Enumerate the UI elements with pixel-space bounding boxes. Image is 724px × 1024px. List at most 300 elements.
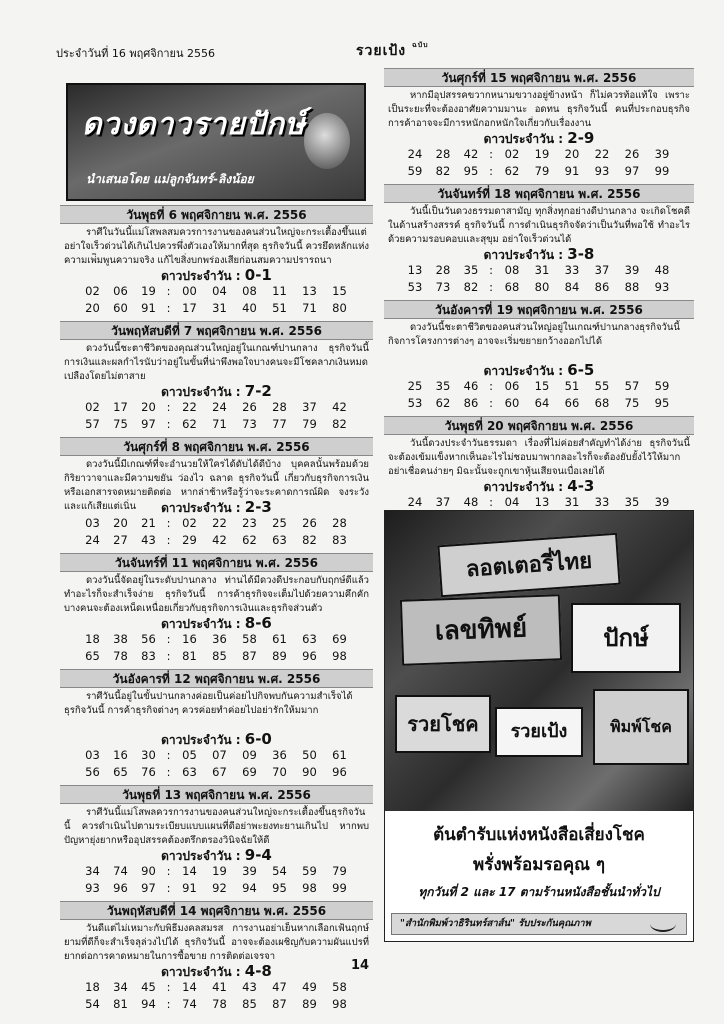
- lucky-number-cell: 50: [302, 748, 317, 762]
- lucky-number-cell: 48: [463, 495, 479, 509]
- lucky-number-cell: 62: [182, 417, 197, 431]
- lucky-number-cell: 88: [624, 280, 640, 294]
- lucky-number-cell: 13: [407, 263, 423, 277]
- lucky-number-cell: 97: [141, 881, 156, 895]
- lucky-number-cell: 41: [212, 980, 227, 994]
- lucky-label: ดาวประจำวัน :: [161, 385, 241, 399]
- lucky-number-cell: 49: [302, 980, 317, 994]
- lucky-number-cell: 66: [564, 396, 580, 410]
- lucky-number-cell: 48: [654, 263, 670, 277]
- separator: :: [489, 495, 493, 509]
- lucky-number-cell: 96: [113, 881, 128, 895]
- lucky-label: ดาวประจำวัน :: [483, 248, 564, 262]
- lucky-number-cell: 82: [463, 280, 479, 294]
- lucky-number-cell: 68: [594, 396, 610, 410]
- separator: :: [166, 301, 171, 315]
- lucky-label: ดาวประจำวัน :: [483, 480, 564, 494]
- lucky-label: ดาวประจำวัน :: [483, 132, 564, 146]
- lucky-number-cell: 13: [302, 284, 317, 298]
- lucky-number-cell: 86: [463, 396, 479, 410]
- lucky-number-cell: 56: [141, 632, 156, 646]
- lucky-number-cell: 81: [113, 997, 128, 1011]
- issue-date: ประจำวันที่ 16 พฤศจิกายน 2556: [56, 47, 215, 60]
- lucky-number-cell: 90: [141, 864, 156, 878]
- lucky-number-cell: 11: [272, 284, 287, 298]
- lucky-number-cell: 37: [302, 400, 317, 414]
- lucky-number-cell: 70: [272, 765, 287, 779]
- day-forecast-text: วันนี้เป็นวันดวงธรรมดาสามัญ ทุกสิ่งทุกอย่างดีปานกลาง จะเกิดโชคดีในด้านสร้างสรรค์ ธุรกิจวันนี้ การดำเนินธุรกิจจัดว่าเป็นวันที่พอใช้ ทำอะไรด้วยความรอบคอบและสุขุม อย่าใจเร็วด่วนได้: [388, 206, 690, 245]
- lucky-number-cell: 05: [182, 748, 197, 762]
- lucky-number-cell: 69: [242, 765, 257, 779]
- lucky-number-cell: 79: [534, 164, 550, 178]
- lucky-number-cell: 99: [654, 164, 670, 178]
- lucky-number-cell: 57: [624, 379, 640, 393]
- lucky-number-cell: 73: [242, 417, 257, 431]
- lucky-number-cell: 02: [182, 516, 197, 530]
- separator: :: [489, 263, 493, 277]
- lucky-number-cell: 30: [141, 748, 156, 762]
- day-heading: วันพุธที่ 6 พฤศจิกายน พ.ศ. 2556: [60, 205, 373, 224]
- lucky-number-cell: 98: [302, 881, 317, 895]
- lucky-number-cell: 23: [242, 516, 257, 530]
- number-grid: [384, 261, 694, 297]
- lucky-number-cell: 24: [407, 495, 423, 509]
- lucky-number-cell: 67: [212, 765, 227, 779]
- lucky-number-cell: 37: [594, 263, 610, 277]
- lucky-label: ดาวประจำวัน :: [161, 501, 241, 515]
- lucky-number-cell: 03: [85, 516, 100, 530]
- lucky-number-cell: 82: [435, 164, 451, 178]
- separator: :: [166, 881, 171, 895]
- lucky-number-cell: 61: [272, 632, 287, 646]
- lucky-number-cell: 91: [182, 881, 197, 895]
- lucky-number-cell: 75: [624, 396, 640, 410]
- magazine-cover: พิมพ์โชค: [593, 689, 689, 765]
- lucky-number-cell: 59: [654, 379, 670, 393]
- number-grid: [384, 377, 694, 413]
- lucky-number-cell: 02: [85, 284, 100, 298]
- day-forecast-text: ดวงวันนี้มีเกณฑ์ที่จะอำนวยให้ใครได้ดับได้ดีบ้าง บุคคลนั้นพร้อมด้วยกิริยาวาจาและมีความขยัน ว่องไว ฉลาด ธุรกิจวันนี้ เกี่ยวกับธุรกิจการเงินหรือเอกสารจดหมายติดต่อ หากล่าช้าหรือรู้ว่าจะระคาดการณ์ผิด จงระวังและแก้เสียแต่เนิ่น: [64, 459, 369, 512]
- lucky-number-cell: 74: [182, 997, 197, 1011]
- lucky-label: ดาวประจำวัน :: [161, 965, 241, 979]
- left-column: [60, 65, 373, 1014]
- day-block: [60, 321, 373, 434]
- lucky-number-cell: 26: [302, 516, 317, 530]
- lucky-number-cell: 86: [594, 280, 610, 294]
- lucky-number-line: [60, 848, 373, 862]
- day-block: [60, 785, 373, 898]
- number-grid: [60, 862, 373, 898]
- lucky-number-cell: 94: [141, 997, 156, 1011]
- lucky-number-cell: 83: [141, 649, 156, 663]
- lucky-number-cell: 39: [242, 864, 257, 878]
- lucky-number-cell: 31: [564, 495, 580, 509]
- day-forecast-text: ราศีในวันนี้แม่โสพลสมควรการงานของคนส่วนใหญ่จะกระเตื้องขึ้นแต่อย่าใจเร็วด่วนได้เกินไปควรพึ่งตัวเองให้มากที่สุด ธุรกิจวันนี้ ควรยึดหลักแห่งความเพ่ิมพูนความจริง แก้ไขสิ่งบกพร่องเสียก่อนสมความปรารถนา: [64, 227, 369, 266]
- lucky-number-cell: 63: [272, 533, 287, 547]
- lucky-number-cell: 45: [141, 980, 156, 994]
- lucky-number-cell: 39: [654, 495, 670, 509]
- quill-icon: [650, 916, 676, 932]
- day-heading: วันจันทร์ที่ 18 พฤศจิกายน พ.ศ. 2556: [384, 184, 694, 203]
- magazine-cover: ลอตเตอรี่ไทย: [437, 533, 620, 597]
- lucky-number-cell: 19: [212, 864, 227, 878]
- lucky-number-cell: 21: [141, 516, 156, 530]
- lucky-number-cell: 97: [141, 417, 156, 431]
- day-forecast-text: ราศีวันนี้อยู่ในขั้นปานกลางค่อยเป็นค่อยไปกิจพบกันความสำเร็จได้ธุรกิจวันนี้ การค้าธุรกิจต่างๆ ควรค่อยทำค่อยไปอย่ารักให้มมาก: [64, 691, 353, 716]
- publisher-text: "สำนักพิมพ์วาธิรินทร์สาส์น" รับประกันคุณภาพ: [400, 918, 591, 929]
- lucky-number-cell: 58: [332, 980, 347, 994]
- lucky-number-cell: 51: [272, 301, 287, 315]
- lucky-number-cell: 08: [504, 263, 520, 277]
- lucky-label: ดาวประจำวัน :: [483, 364, 564, 378]
- lucky-number-cell: 80: [534, 280, 550, 294]
- lucky-number-cell: 59: [407, 164, 423, 178]
- lucky-number-cell: 85: [242, 997, 257, 1011]
- lucky-number-cell: 22: [594, 147, 610, 161]
- lucky-number-cell: 82: [332, 417, 347, 431]
- lucky-number-cell: 35: [435, 379, 451, 393]
- day-heading: วันพุธที่ 13 พฤศจิกายน พ.ศ. 2556: [60, 785, 373, 804]
- day-forecast-text: หากมีอุปสรรคขวากหนามขวางอยู่ข้างหน้า ก็ไม่ควรท้อแท้ใจ เพราะเป็นระยะที่จะต้องอาศัยความมานะ อดทน ธุรกิจวันนี้ คนที่ประกอบธุรกิจการค้าอาจจะมีการหนักอกหนักใจเกี่ยวกับเรื่องงาน: [388, 90, 690, 129]
- lucky-number-line: [384, 247, 694, 261]
- number-grid: [60, 514, 373, 550]
- lucky-number-cell: 93: [594, 164, 610, 178]
- lucky-number: 0-1: [244, 266, 272, 284]
- lucky-number-cell: 62: [504, 164, 520, 178]
- ad-schedule: ทุกวันที่ 2 และ 17 ตามร้านหนังสือชั้นนำทั่วไป: [418, 885, 660, 899]
- lucky-number-cell: 39: [654, 147, 670, 161]
- lucky-number-cell: 78: [212, 997, 227, 1011]
- lucky-number-cell: 42: [463, 147, 479, 161]
- lucky-number-cell: 98: [332, 997, 347, 1011]
- separator: :: [166, 284, 171, 298]
- lucky-number-cell: 08: [242, 284, 257, 298]
- lucky-number-cell: 68: [504, 280, 520, 294]
- separator: :: [489, 164, 493, 178]
- day-block: [384, 184, 694, 297]
- lucky-number-cell: 84: [564, 280, 580, 294]
- lucky-number-cell: 36: [212, 632, 227, 646]
- lucky-number-cell: 54: [85, 997, 100, 1011]
- ad-headline: ต้นตำรับแห่งหนังสือเสี่ยงโชค: [433, 825, 645, 845]
- separator: :: [166, 417, 171, 431]
- day-heading: วันอังคารที่ 19 พฤศจิกายน พ.ศ. 2556: [384, 300, 694, 319]
- lucky-number-cell: 15: [534, 379, 550, 393]
- day-heading: วันพฤหัสบดีที่ 7 พฤศจิกายน พ.ศ. 2556: [60, 321, 373, 340]
- lucky-number-line: [60, 616, 373, 630]
- banner-subtitle: นำเสนอโดย แม่ลูกจันทร์-ลิงน้อย: [86, 172, 254, 186]
- lucky-number-cell: 95: [463, 164, 479, 178]
- lucky-number-cell: 59: [302, 864, 317, 878]
- lucky-number-cell: 89: [272, 649, 287, 663]
- lucky-number-cell: 38: [113, 632, 128, 646]
- lucky-number-cell: 78: [113, 649, 128, 663]
- banner-title: ดวงดาวรายปักษ์: [82, 107, 306, 142]
- lucky-number-cell: 22: [212, 516, 227, 530]
- day-forecast-text: ราศีวันนี้แม่โสพลควรการงานของคนส่วนใหญ่จะกระเตื้องขึ้นธุรกิจวันนี้ ควรดำเนินไปตามระเบียบแบบแผนที่ดีอย่าพะยงทะยานเกินไป หากพบปัญหายุ่งยากหรืออุปสรรคต้องตรึกตรองวินิจฉัยให้ดี: [64, 807, 369, 846]
- day-block: [60, 553, 373, 666]
- lucky-number-cell: 53: [407, 280, 423, 294]
- day-block: [60, 437, 373, 550]
- lucky-number-cell: 04: [212, 284, 227, 298]
- lucky-number-cell: 19: [534, 147, 550, 161]
- lucky-number-cell: 37: [435, 495, 451, 509]
- lucky-number-cell: 33: [564, 263, 580, 277]
- lucky-number-cell: 87: [242, 649, 257, 663]
- ad-footer: [391, 913, 687, 935]
- lucky-number-cell: 42: [212, 533, 227, 547]
- lucky-number-cell: 79: [332, 864, 347, 878]
- lucky-number-cell: 57: [85, 417, 100, 431]
- lucky-number-cell: 16: [182, 632, 197, 646]
- lucky-number-cell: 35: [463, 263, 479, 277]
- lucky-number-cell: 35: [624, 495, 640, 509]
- separator: :: [166, 632, 171, 646]
- lucky-number-cell: 96: [302, 649, 317, 663]
- day-forecast-text: วันนี้ดวงประจำวันธรรมดา เรื่องที่ไม่ค่อยสำคัญทำได้ง่าย ธุรกิจวันนี้ จะต้องเข้มแข็งหากเห็นอะไรไม่ชอบมาพากลอะไรก็จะต้องยับยั้งไว้ให้มากอย่าเชื่อคนง่ายๆ มิฉะนั้นจะถูกเขาหุ้นเสียจนเบื่อเลยได้: [388, 438, 690, 477]
- day-block: [384, 300, 694, 413]
- lucky-number-cell: 99: [332, 881, 347, 895]
- lucky-number-cell: 40: [242, 301, 257, 315]
- magazine-logo: รวยเป้ง $^{ฉบับ}$: [356, 40, 429, 59]
- day-forecast-text: วันดีแต่ไม่เหมาะกับพิธีมงคลสมรส การงานอย่าเย็นหากเลือกเฟ้นฤกษ์ยามที่ดีก็จะสำเร็จลุล่วงไปได้ ธุรกิจวันนี้ อาจจะต้องเผชิญกับความผันแปรที่ยากต่อการคาดหมายในการซื้อขาย การติดต่อเจรจา: [64, 923, 369, 962]
- lucky-number-line: [384, 363, 694, 377]
- magazine-cover: เลขทิพย์: [400, 594, 562, 666]
- lucky-number-cell: 14: [182, 980, 197, 994]
- lucky-number-cell: 18: [85, 632, 100, 646]
- separator: :: [166, 864, 171, 878]
- lucky-number-cell: 93: [85, 881, 100, 895]
- lucky-number-cell: 74: [113, 864, 128, 878]
- separator: :: [489, 379, 493, 393]
- lucky-number-cell: 16: [113, 748, 128, 762]
- lucky-number-cell: 43: [242, 980, 257, 994]
- page-number: 14: [350, 958, 370, 973]
- lucky-number-line: [60, 732, 373, 746]
- lucky-number-line: [384, 479, 694, 493]
- lucky-number-cell: 71: [302, 301, 317, 315]
- lucky-number-cell: 46: [463, 379, 479, 393]
- lucky-number-cell: 94: [242, 881, 257, 895]
- lucky-number-cell: 03: [85, 748, 100, 762]
- lucky-label: ดาวประจำวัน :: [161, 269, 241, 283]
- lucky-number-cell: 20: [564, 147, 580, 161]
- lucky-number-cell: 43: [141, 533, 156, 547]
- day-forecast-text: ดวงวันนี้ชะตาชีวิตของคนส่วนใหญ่อยู่ในเกณฑ์ปานกลางธุรกิจวันนี้กิจการโครงการต่างๆ อาจจะเริ่มขยายกว้างออกไปได้: [388, 322, 680, 347]
- separator: :: [489, 147, 493, 161]
- magazine-cover: รวยเป้ง: [495, 707, 583, 757]
- lucky-number-cell: 15: [332, 284, 347, 298]
- lucky-number: 3-8: [567, 245, 595, 263]
- left-day-list: [60, 205, 373, 1014]
- lucky-number-cell: 04: [504, 495, 520, 509]
- lucky-number-cell: 85: [212, 649, 227, 663]
- day-heading: วันพุธที่ 20 พฤศจิกายน พ.ศ. 2556: [384, 416, 694, 435]
- lucky-number-cell: 27: [113, 533, 128, 547]
- lucky-number-cell: 91: [141, 301, 156, 315]
- lucky-number-cell: 22: [182, 400, 197, 414]
- right-column: [384, 65, 694, 529]
- lucky-number-cell: 53: [407, 396, 423, 410]
- lucky-number-cell: 06: [504, 379, 520, 393]
- lucky-number-cell: 73: [435, 280, 451, 294]
- lucky-number-cell: 65: [85, 649, 100, 663]
- lucky-number-cell: 76: [141, 765, 156, 779]
- lucky-number: 6-5: [567, 361, 595, 379]
- magazine-advertisement: [384, 510, 694, 942]
- lucky-number-cell: 95: [654, 396, 670, 410]
- lucky-number-cell: 63: [182, 765, 197, 779]
- lucky-number-cell: 79: [302, 417, 317, 431]
- lucky-number-cell: 09: [242, 748, 257, 762]
- separator: :: [166, 516, 171, 530]
- lucky-number: 6-0: [244, 730, 272, 748]
- lucky-number-cell: 02: [504, 147, 520, 161]
- lucky-number-cell: 14: [182, 864, 197, 878]
- ad-subheadline: พรั่งพร้อมรอคุณ ๆ: [473, 855, 605, 875]
- lucky-number-cell: 13: [534, 495, 550, 509]
- lucky-number-cell: 02: [85, 400, 100, 414]
- lucky-number-cell: 28: [435, 263, 451, 277]
- lucky-number-cell: 55: [594, 379, 610, 393]
- horoscope-banner: [66, 83, 366, 201]
- lucky-number-cell: 20: [85, 301, 100, 315]
- lucky-number-cell: 51: [564, 379, 580, 393]
- separator: :: [489, 396, 493, 410]
- day-forecast-text: ดวงวันนี้ชะตาชีวิตของคุณส่วนใหญ่อยู่ในเกณฑ์ปานกลาง ธุรกิจวันนี้การเงินและผลกำไรนับว่าอยู่ในขั้นที่น่าพึงพอใจบางคนจะมีโชคลาภเงินหมดเปลืองโดยไม่ตาสาย: [64, 343, 369, 382]
- lucky-number-cell: 56: [85, 765, 100, 779]
- lucky-number-cell: 06: [113, 284, 128, 298]
- lucky-number-cell: 92: [212, 881, 227, 895]
- separator: :: [166, 400, 171, 414]
- lucky-number-cell: 36: [272, 748, 287, 762]
- lucky-number: 2-9: [567, 129, 595, 147]
- lucky-number-cell: 91: [564, 164, 580, 178]
- lucky-number-cell: 54: [272, 864, 287, 878]
- lucky-number-cell: 63: [302, 632, 317, 646]
- lucky-number-cell: 93: [654, 280, 670, 294]
- lucky-number-cell: 61: [332, 748, 347, 762]
- lucky-number: 4-8: [244, 962, 272, 980]
- lucky-number-cell: 60: [504, 396, 520, 410]
- magazine-cover: ปักษ์: [571, 603, 681, 673]
- lucky-number-cell: 39: [624, 263, 640, 277]
- lucky-number-cell: 31: [212, 301, 227, 315]
- lucky-number-cell: 20: [141, 400, 156, 414]
- lucky-number-cell: 97: [624, 164, 640, 178]
- lucky-number: 7-2: [244, 382, 272, 400]
- lucky-number-cell: 34: [113, 980, 128, 994]
- lucky-number-cell: 47: [272, 980, 287, 994]
- lucky-number-cell: 60: [113, 301, 128, 315]
- lucky-number-cell: 62: [242, 533, 257, 547]
- lucky-number-cell: 17: [182, 301, 197, 315]
- number-grid: [60, 398, 373, 434]
- lucky-number: 2-3: [244, 498, 272, 516]
- lucky-number-cell: 77: [272, 417, 287, 431]
- lucky-number-cell: 28: [435, 147, 451, 161]
- lucky-label: ดาวประจำวัน :: [161, 617, 241, 631]
- lucky-number-cell: 58: [242, 632, 257, 646]
- lucky-number-cell: 64: [534, 396, 550, 410]
- day-heading: วันอังคารที่ 12 พฤศจิกายน พ.ศ. 2556: [60, 669, 373, 688]
- day-heading: วันจันทร์ที่ 11 พฤศจิกายน พ.ศ. 2556: [60, 553, 373, 572]
- lucky-number-cell: 07: [212, 748, 227, 762]
- lucky-label: ดาวประจำวัน :: [161, 849, 241, 863]
- lucky-number-cell: 19: [141, 284, 156, 298]
- day-heading: วันพฤหัสบดีที่ 14 พฤศจิกายน พ.ศ. 2556: [60, 901, 373, 920]
- lucky-number-cell: 34: [85, 864, 100, 878]
- lucky-number-cell: 69: [332, 632, 347, 646]
- lucky-number-cell: 95: [272, 881, 287, 895]
- lucky-number-cell: 89: [302, 997, 317, 1011]
- number-grid: [60, 282, 373, 318]
- lucky-number-line: [384, 131, 694, 145]
- lucky-number-cell: 00: [182, 284, 197, 298]
- lucky-number-cell: 65: [113, 765, 128, 779]
- number-grid: [60, 978, 373, 1014]
- lucky-number-cell: 28: [272, 400, 287, 414]
- lucky-number-cell: 83: [332, 533, 347, 547]
- day-heading: วันศุกร์ที่ 8 พฤศจิกายน พ.ศ. 2556: [60, 437, 373, 456]
- magazine-covers-photo: [385, 511, 693, 811]
- lucky-number-cell: 71: [212, 417, 227, 431]
- lucky-number-line: [60, 964, 373, 978]
- separator: :: [166, 765, 171, 779]
- lucky-number-cell: 42: [332, 400, 347, 414]
- lucky-number-cell: 26: [242, 400, 257, 414]
- day-heading: วันศุกร์ที่ 15 พฤศจิกายน พ.ศ. 2556: [384, 68, 694, 87]
- number-grid: [60, 630, 373, 666]
- separator: :: [166, 748, 171, 762]
- lucky-number-cell: 24: [407, 147, 423, 161]
- day-block: [60, 205, 373, 318]
- lucky-number-cell: 26: [624, 147, 640, 161]
- lucky-number-cell: 25: [272, 516, 287, 530]
- day-block: [60, 901, 373, 1014]
- lucky-number-cell: 75: [113, 417, 128, 431]
- lucky-number-cell: 62: [435, 396, 451, 410]
- lucky-number-cell: 96: [332, 765, 347, 779]
- lucky-number-cell: 24: [85, 533, 100, 547]
- lucky-number-cell: 87: [272, 997, 287, 1011]
- lucky-number-cell: 25: [407, 379, 423, 393]
- lucky-number-line: [60, 384, 373, 398]
- lucky-number-cell: 17: [113, 400, 128, 414]
- lucky-number: 8-6: [244, 614, 272, 632]
- lucky-number-cell: 28: [332, 516, 347, 530]
- portrait-image: [304, 113, 350, 169]
- number-grid: [384, 145, 694, 181]
- lucky-number-line: [60, 268, 373, 282]
- separator: :: [166, 997, 171, 1011]
- lucky-number-cell: 31: [534, 263, 550, 277]
- lucky-label: ดาวประจำวัน :: [161, 733, 241, 747]
- page-header: [56, 40, 664, 62]
- day-block: [60, 669, 373, 782]
- lucky-number-cell: 80: [332, 301, 347, 315]
- day-forecast-text: ดวงวันนี้จัดอยู่ในระดับปานกลาง ท่านได้มีดวงดีประกอบกับฤกษ์ดีแล้วทำอะไรก็จะสำเร็จง่าย ธุรกิจวันนี้ การค้าธุรกิจจะเต็มไปด้วยความคึกคัก บางคนจะต้องเหน็ดเหนื่อยเกี่ยวกับธุรกิจการเงินและธุรกิจส่วนตัว: [64, 575, 369, 614]
- lucky-number-cell: 81: [182, 649, 197, 663]
- separator: :: [166, 980, 171, 994]
- right-day-list: [384, 68, 694, 529]
- lucky-number-cell: 33: [594, 495, 610, 509]
- lucky-number-cell: 98: [332, 649, 347, 663]
- lucky-number-cell: 20: [113, 516, 128, 530]
- separator: :: [166, 533, 171, 547]
- lucky-number-cell: 90: [302, 765, 317, 779]
- number-grid: [60, 746, 373, 782]
